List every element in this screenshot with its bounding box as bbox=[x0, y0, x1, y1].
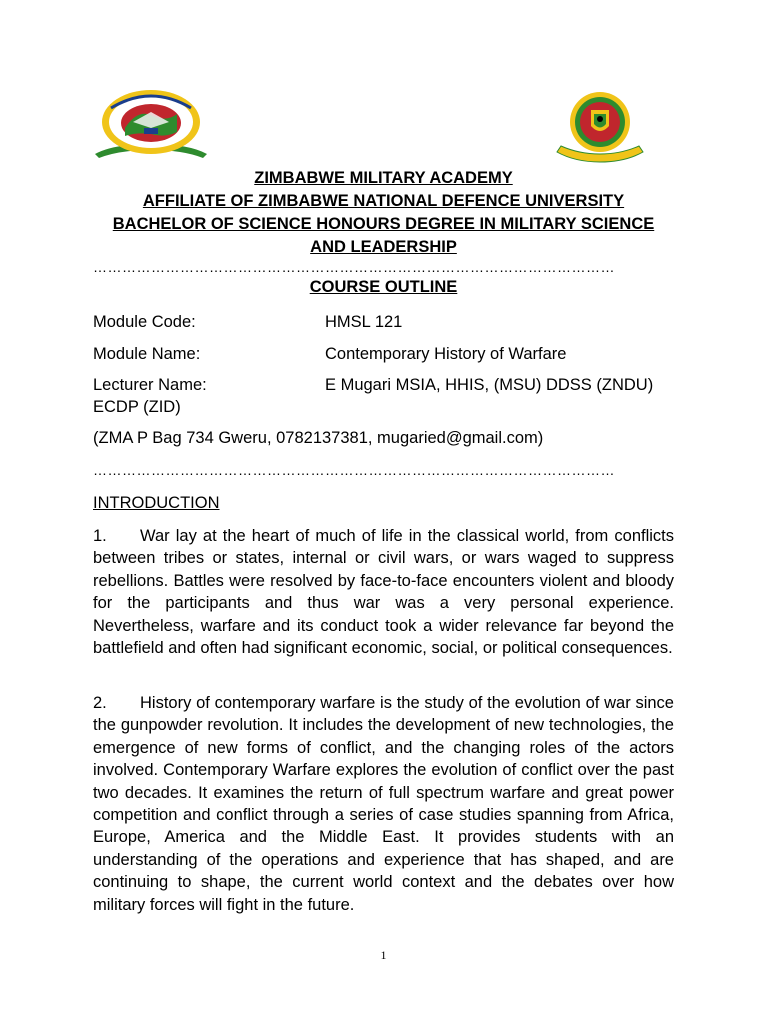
paragraph-1-text: War lay at the heart of much of life in the classical world, from conflicts between tribes or states, internal or civil wars, or wars waged to suppress rebellions. Battles were resolved by face-to-face encounters violent and bloody for the participants and thus war was a very personal experience. Nevertheless, warfare and its conduct took a wider relevance far beyond the battlefield and often had significant economic, social, or political consequences. bbox=[93, 527, 674, 658]
paragraph-1-number: 1. bbox=[93, 527, 107, 545]
lecturer-label: Lecturer Name: bbox=[93, 376, 207, 394]
document-heading bbox=[93, 167, 674, 259]
module-code-value: HMSL 121 bbox=[325, 313, 403, 331]
lecturer-contact: (ZMA P Bag 734 Gweru, 0782137381, mugaried@gmail.com) bbox=[93, 429, 544, 447]
znd-university-logo bbox=[93, 88, 209, 160]
separator-bottom: ……………………………………………………………………………………………… bbox=[93, 462, 615, 478]
logo-row bbox=[93, 88, 674, 166]
module-name-value: Contemporary History of Warfare bbox=[325, 345, 567, 363]
separator-top: ……………………………………………………………………………………………… bbox=[93, 259, 615, 275]
lecturer-value: E Mugari MSIA, HHIS, (MSU) DDSS (ZNDU) ECDP (ZID) bbox=[93, 376, 654, 416]
paragraph-2-text: History of contemporary warfare is the study of the evolution of war since the gunpowder revolution. It includes the development of new technologies, the emergence of new forms of conflict, and the changing roles of the actors involved. Contemporary Warfare explores the evolution of conflict over the past two decades. It examines the return of full spectrum warfare and great power competition and conflict through a series of case studies spanning from Africa, Europe, America and the Middle East. It provides students with an understanding of the operations and experience that has shaped, and are continuing to shape, the current world context and the debates over how military forces will fight in the future. bbox=[93, 694, 674, 914]
heading-institution: ZIMBABWE MILITARY ACADEMY bbox=[254, 169, 513, 187]
paragraph-2 bbox=[93, 692, 674, 916]
heading-affiliation: AFFILIATE OF ZIMBABWE NATIONAL DEFENCE UNIVERSITY bbox=[142, 192, 625, 210]
heading-degree-cont: AND LEADERSHIP bbox=[310, 238, 457, 256]
module-code-label: Module Code: bbox=[93, 313, 196, 331]
heading-degree: BACHELOR OF SCIENCE HONOURS DEGREE IN MILITARY SCIENCE bbox=[112, 215, 655, 233]
course-outline-title: COURSE OUTLINE bbox=[309, 278, 458, 296]
paragraph-1 bbox=[93, 525, 674, 659]
introduction-heading: INTRODUCTION bbox=[93, 494, 220, 512]
lecturer-row bbox=[93, 374, 674, 418]
page-number: 1 bbox=[380, 948, 387, 962]
military-academy-logo bbox=[555, 88, 645, 166]
paragraph-2-number: 2. bbox=[93, 694, 107, 712]
module-name-label: Module Name: bbox=[93, 345, 201, 363]
